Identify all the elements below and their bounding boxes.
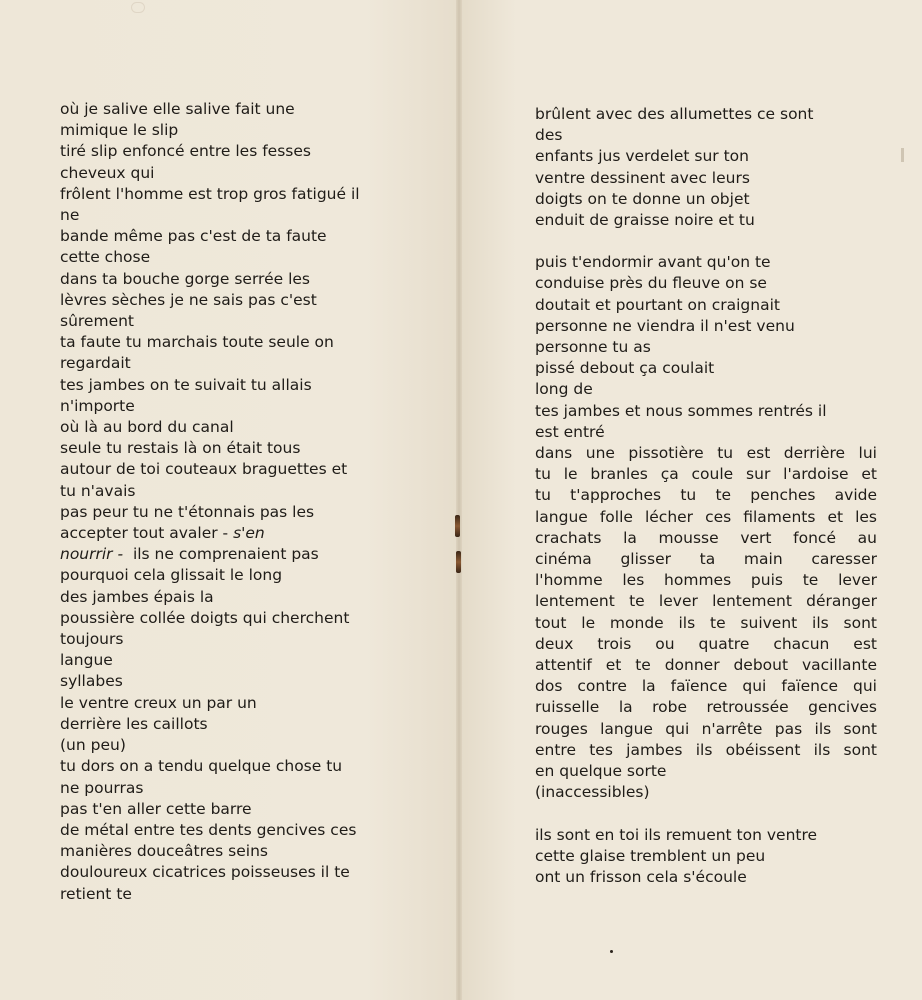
poem-line: ne: [60, 206, 80, 225]
italic-phrase: nourrir -: [60, 545, 124, 564]
poem-line: (un peu): [60, 736, 126, 755]
poem-line: mimique le slip: [60, 121, 179, 140]
poem-line: de métal entre tes dents gencives ces: [60, 820, 357, 839]
poem-line: sûrement: [60, 312, 135, 331]
poem-line: tout le monde ils te suivent ils sont: [535, 613, 877, 632]
poem-line: douloureux cicatrices poisseuses il te: [60, 863, 350, 882]
poem-line: bande même pas c'est de ta faute: [60, 227, 327, 246]
poem-line: en quelque sorte: [535, 762, 667, 781]
poem-line: rouges langue qui n'arrête pas ils sont: [535, 719, 877, 738]
poem-line: crachats la mousse vert foncé au: [535, 528, 877, 547]
poem-line: lentement te lever lentement déranger: [535, 592, 877, 611]
poem-line: cette glaise tremblent un peu: [535, 846, 766, 865]
poem-line: ta faute tu marchais toute seule on: [60, 333, 334, 352]
pencil-mark-icon: [131, 2, 145, 13]
ink-dot-icon: [610, 950, 613, 953]
poem-line: ne pourras: [60, 778, 144, 797]
poem-line: langue folle lécher ces filaments et les: [535, 507, 877, 526]
poem-line: puis t'endormir avant qu'on te: [535, 253, 771, 272]
poem-line: tes jambes on te suivait tu allais: [60, 375, 312, 394]
poem-line: cheveux qui: [60, 163, 155, 182]
poem-line: ils sont en toi ils remuent ton ventre: [535, 825, 818, 844]
stanza-break: [535, 231, 877, 252]
poem-line: doigts on te donne un objet: [535, 189, 750, 208]
poem-line: où je salive elle salive fait une: [60, 100, 295, 118]
poem-line: (inaccessibles): [535, 783, 650, 802]
poem-line: pourquoi cela glissait le long: [60, 566, 283, 585]
poem-line: l'homme les hommes puis te lever: [535, 571, 877, 590]
poem-line: est entré: [535, 422, 605, 441]
poem-line: frôlent l'homme est trop gros fatigué il: [60, 184, 360, 203]
poem-line: langue: [60, 651, 113, 670]
poem-line: où là au bord du canal: [60, 418, 234, 437]
poem-line: dans une pissotière tu est derrière lui: [535, 444, 877, 463]
poem-line: le ventre creux un par un: [60, 693, 257, 712]
poem-line: tu t'approches tu te penches avide: [535, 486, 877, 505]
right-poem-column: [535, 104, 877, 888]
poem-line: attentif et te donner debout vacillante: [535, 656, 877, 675]
italic-phrase: s'en: [233, 524, 265, 543]
poem-line: des jambes épais la: [60, 587, 214, 606]
poem-line: ventre dessinent avec leurs: [535, 168, 750, 187]
poem-line: poussière collée doigts qui cherchent: [60, 608, 350, 627]
poem-line: conduise près du fleuve on se: [535, 274, 767, 293]
poem-line: [60, 544, 390, 565]
poem-line: cinéma glisser ta main caresser: [535, 550, 877, 569]
poem-line: [60, 523, 390, 544]
poem-line: pas peur tu ne t'étonnais pas les: [60, 502, 315, 521]
poem-line: regardait: [60, 354, 131, 373]
left-poem-column: [60, 99, 390, 905]
poem-line: des: [535, 126, 563, 145]
binding-stain-icon: [456, 551, 461, 573]
poem-line: tes jambes et nous sommes rentrés il: [535, 401, 827, 420]
poem-line: manières douceâtres seins: [60, 842, 269, 861]
poem-line: enduit de graisse noire et tu: [535, 211, 755, 230]
poem-line: autour de toi couteaux braguettes et: [60, 460, 348, 479]
poem-line: ruisselle la robe retroussée gencives: [535, 698, 877, 717]
binding-stain-icon: [455, 515, 460, 537]
poem-line: tiré slip enfoncé entre les fesses: [60, 142, 311, 161]
poem-line: pas t'en aller cette barre: [60, 799, 252, 818]
poem-line: pissé debout ça coulait: [535, 359, 715, 378]
poem-line: n'importe: [60, 396, 135, 415]
poem-line: ont un frisson cela s'écoule: [535, 867, 747, 886]
poem-line: dos contre la faïence qui faïence qui: [535, 677, 877, 696]
poem-line-text: ils ne comprenaient pas: [132, 545, 319, 564]
poem-line: derrière les caillots: [60, 714, 208, 733]
poem-line: syllabes: [60, 672, 123, 691]
margin-mark-icon: [901, 148, 904, 162]
poem-line: tu le branles ça coule sur l'ardoise et: [535, 465, 877, 484]
book-gutter: [456, 0, 462, 1000]
poem-line: tu n'avais: [60, 481, 136, 500]
poem-line: dans ta bouche gorge serrée les: [60, 269, 311, 288]
stanza-break: [535, 804, 877, 825]
poem-line: enfants jus verdelet sur ton: [535, 147, 749, 166]
poem-line: long de: [535, 380, 593, 399]
poem-line: entre tes jambes ils obéissent ils sont: [535, 740, 877, 759]
poem-line: tu dors on a tendu quelque chose tu: [60, 757, 343, 776]
poem-line: personne ne viendra il n'est venu: [535, 316, 795, 335]
poem-line: deux trois ou quatre chacun est: [535, 634, 877, 653]
poem-line: lèvres sèches je ne sais pas c'est: [60, 290, 317, 309]
poem-line: doutait et pourtant on craignait: [535, 295, 780, 314]
poem-line: seule tu restais là on était tous: [60, 439, 301, 458]
poem-line: toujours: [60, 630, 124, 649]
poem-line: personne tu as: [535, 338, 651, 357]
poem-line-text: accepter tout avaler -: [60, 524, 229, 543]
poem-line: retient te: [60, 884, 132, 903]
poem-line: cette chose: [60, 248, 151, 267]
poem-line: brûlent avec des allumettes ce sont: [535, 105, 814, 123]
